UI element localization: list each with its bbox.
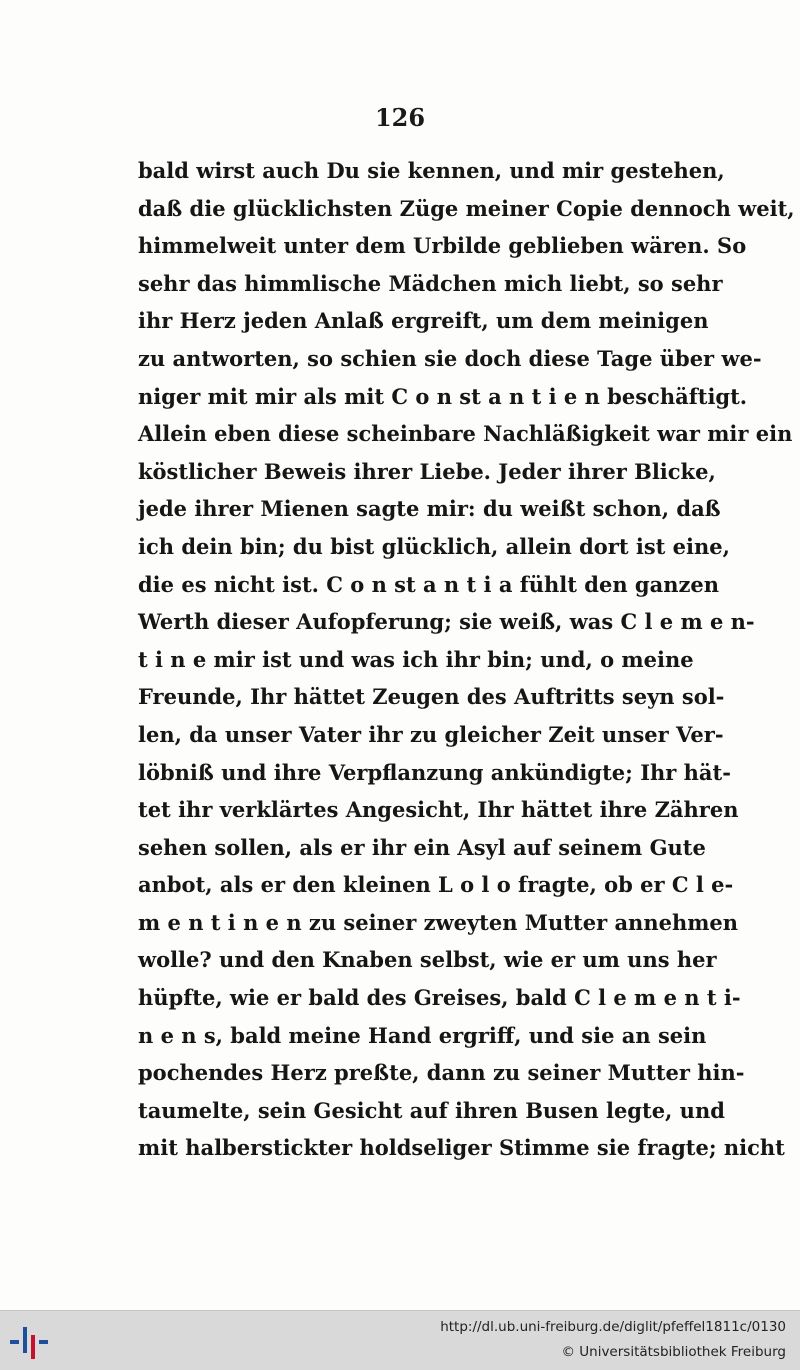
text-line: niger mit mir als mit C o n st a n t i e n beschäftigt. [138, 383, 748, 409]
text-line: t i n e mir ist und was ich ihr bin; und, o meine [138, 646, 694, 672]
text-line: n e n s, bald meine Hand ergriff, und sie an sein [138, 1022, 707, 1048]
text-line: bald wirst auch Du sie kennen, und mir gestehen, [138, 158, 725, 183]
text-line: len, da unser Vater ihr zu gleicher Zeit unser Ver- [138, 721, 724, 747]
page-number: 126 [374, 103, 426, 132]
text-line: wolle? und den Knaben selbst, wie er um uns her [138, 947, 717, 973]
copyright-notice: © Universitätsbibliothek Freiburg [561, 1344, 786, 1360]
text-line: ihr Herz jeden Anlaß ergreift, um dem meinigen [138, 308, 709, 334]
ub-freiburg-logo-icon[interactable] [10, 1323, 50, 1359]
text-line: löbniß und ihre Verpflanzung ankündigte; Ihr hät- [138, 759, 731, 785]
text-line: jede ihrer Mienen sagte mir: du weißt schon, daß [138, 496, 721, 522]
text-line: ich dein bin; du bist glücklich, allein dort ist eine, [138, 533, 730, 559]
text-line: hüpfte, wie er bald des Greises, bald C l e m e n t i- [138, 985, 741, 1011]
text-line: m e n t i n e n zu seiner zweyten Mutter annehmen [138, 909, 739, 935]
text-line: Freunde, Ihr hättet Zeugen des Auftritts seyn sol- [138, 684, 725, 710]
text-line: Allein eben diese scheinbare Nachläßigkeit war mir ein [138, 421, 793, 447]
text-line: zu antworten, so schien sie doch diese Tage über we- [138, 345, 762, 371]
text-line: mit halberstickter holdseliger Stimme sie fragte; nicht [138, 1135, 785, 1161]
viewer-footer [0, 1310, 800, 1370]
permalink-url[interactable]: http://dl.ub.uni-freiburg.de/diglit/pfeffel1811c/0130 [440, 1319, 786, 1335]
text-line: daß die glücklichsten Züge meiner Copie dennoch weit, [138, 195, 795, 221]
text-line: sehen sollen, als er ihr ein Asyl auf seinem Gute [138, 834, 706, 860]
text-line: sehr das himmlische Mädchen mich liebt, so sehr [138, 270, 723, 296]
text-line: die es nicht ist. C o n st a n t i a fühlt den ganzen [138, 571, 720, 597]
body-text [138, 152, 795, 1167]
text-line: pochendes Herz preßte, dann zu seiner Mutter hin- [138, 1060, 745, 1086]
text-line: anbot, als er den kleinen L o l o fragte, ob er C l e- [138, 872, 734, 898]
text-line: Werth dieser Aufopferung; sie weiß, was C l e m e n- [138, 609, 755, 635]
text-line: himmelweit unter dem Urbilde geblieben wären. So [138, 233, 747, 259]
text-line: köstlicher Beweis ihrer Liebe. Jeder ihrer Blicke, [138, 458, 716, 484]
text-line: tet ihr verklärtes Angesicht, Ihr hättet ihre Zähren [138, 797, 739, 823]
text-line: taumelte, sein Gesicht auf ihren Busen legte, und [138, 1097, 725, 1123]
